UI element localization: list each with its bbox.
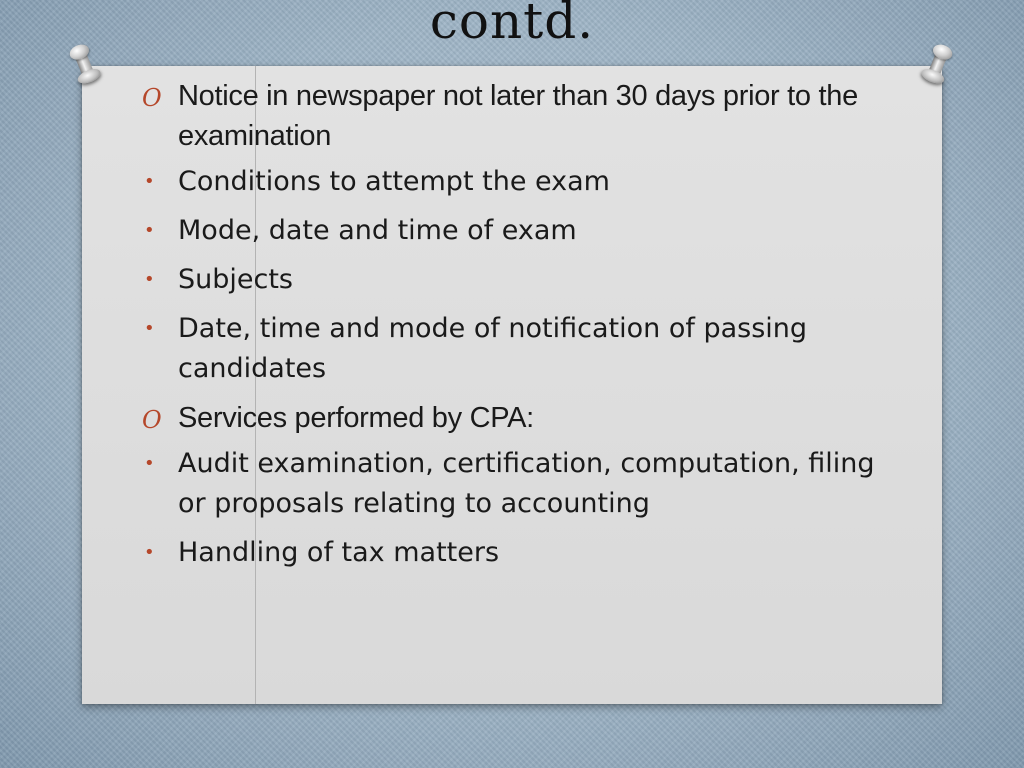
bullet-item	[136, 76, 896, 156]
sub-bullet-marker-icon: •	[144, 269, 155, 290]
sub-bullet-marker-icon: •	[144, 220, 155, 241]
sub-bullet-marker-icon: •	[144, 542, 155, 563]
sub-bullet-text: Mode, date and time of exam	[178, 215, 577, 246]
bullet-text: Services performed by CPA:	[178, 402, 534, 434]
bullet-marker-icon: O	[142, 406, 162, 434]
slide-title: contd.	[429, 0, 595, 50]
sub-bullet-item	[136, 162, 896, 202]
bullet-text: Notice in newspaper not later than 30 days prior to the examination	[178, 80, 858, 152]
sub-bullet-item	[136, 444, 896, 524]
sub-bullet-marker-icon: •	[144, 171, 155, 192]
sub-bullet-text: Conditions to attempt the exam	[178, 166, 610, 197]
sub-bullet-text: Handling of tax matters	[178, 537, 500, 568]
sub-bullet-text: Subjects	[178, 264, 294, 295]
bullet-item	[136, 398, 896, 438]
bullet-list	[136, 76, 896, 582]
sub-bullet-item	[136, 211, 896, 251]
sub-bullet-item	[136, 309, 896, 389]
bullet-marker-icon: O	[142, 84, 162, 112]
sub-bullet-item	[136, 533, 896, 573]
sub-bullet-marker-icon: •	[144, 453, 155, 474]
sub-bullet-text: Audit examination, certification, computation, filing or proposals relating to accounting	[178, 448, 875, 519]
sub-bullet-marker-icon: •	[144, 318, 155, 339]
sub-bullet-item	[136, 260, 896, 300]
sub-bullet-text: Date, time and mode of notification of passing candidates	[178, 313, 808, 384]
